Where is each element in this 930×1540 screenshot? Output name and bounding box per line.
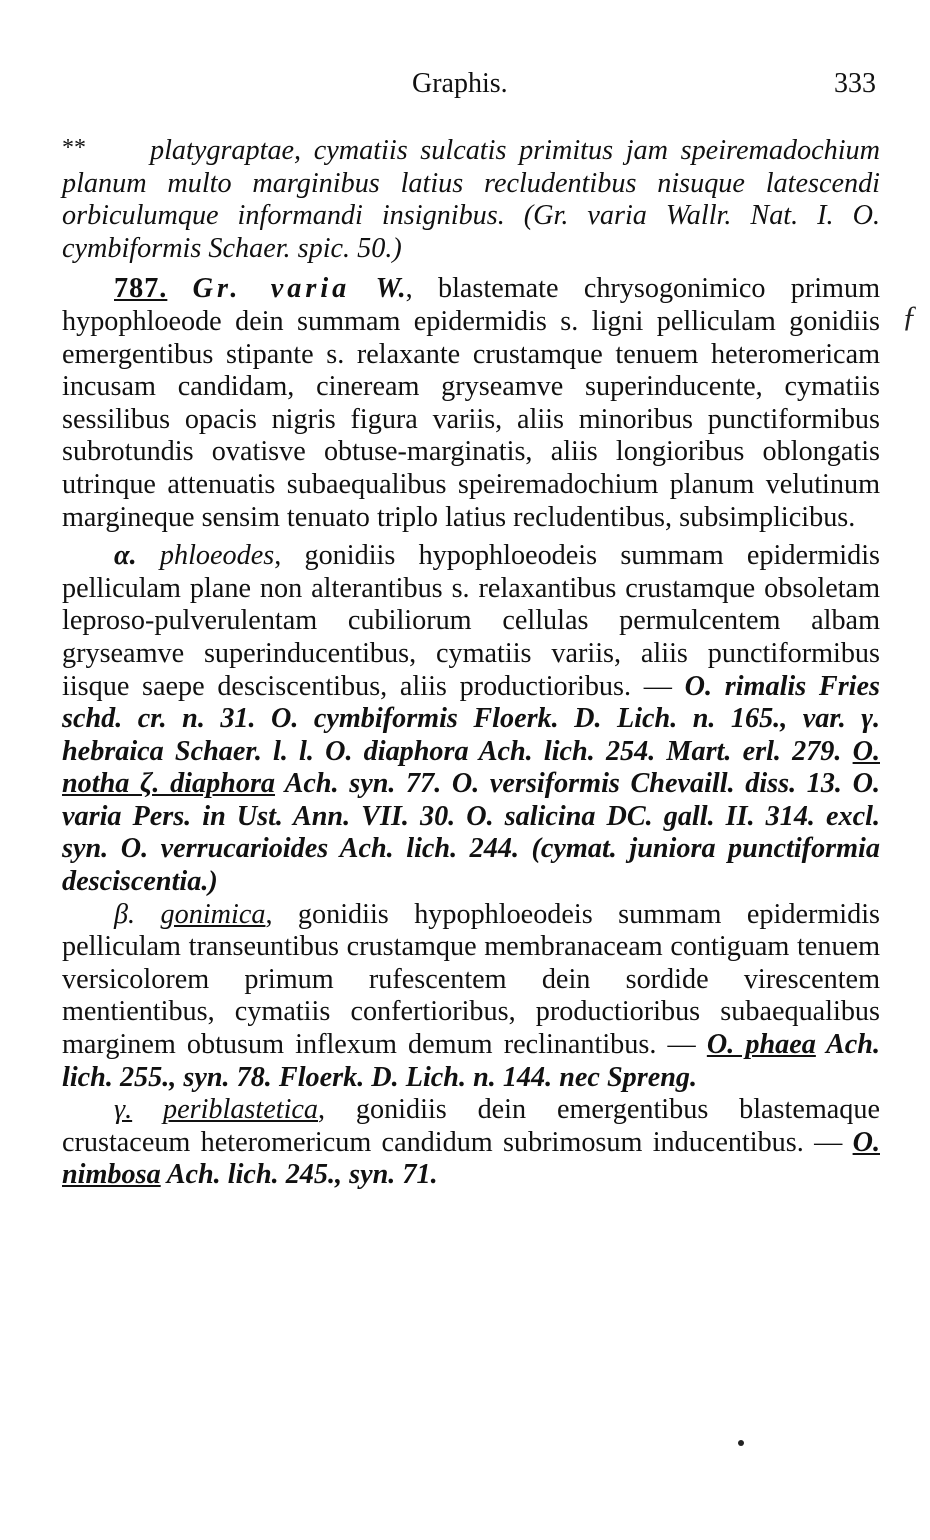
variety-alpha-underlined-ref: O. notha ζ. diaphora (62, 735, 880, 800)
species-name: Gr. varia (192, 273, 351, 305)
variety-gamma-refs: Ach. lich. 245., syn. 71. (160, 1159, 438, 1191)
page-number: 333 (834, 68, 876, 99)
intro-text: platygraptae, cymatiis sulcatis primitus jam speiremadochium planum multo marginibus latius recludentibus nisuque latescendi orbiculumque informandi insignibus. (Gr. varia Wallr. Nat. I. O. cymbiformis Schaer. spic. 50.) (62, 135, 880, 264)
variety-gamma-name: periblastetica (163, 1094, 319, 1126)
variety-beta-paragraph (62, 899, 880, 1095)
variety-alpha-refs: O. rimalis Fries schd. cr. n. 31. O. cymbiformis Floerk. D. Lich. n. 165., var. γ. hebraica Schaer. l. l. O. diaphora Ach. lich. 254. Mart. erl. 279. (62, 670, 880, 767)
variety-alpha-refs-continued: Ach. syn. 77. O. versiformis Chevaill. diss. 13. O. varia Pers. in Ust. Ann. VII. 30. O. salicina DC. gall. II. 314. excl. syn. O. verrucarioides Ach. lich. 244. (62, 768, 880, 865)
variety-beta-underlined-ref: O. phaea (706, 1029, 816, 1061)
variety-alpha-name: phloeodes (159, 540, 275, 572)
variety-beta-letter: β. (114, 898, 136, 930)
species-description: , blastemate chrysogonimico primum hypophloeode dein summam epidermidis s. ligni pelliculam gonidiis emergentibus stipante s. relaxante crustamque tenuem heteromericam incusam candidam, cineream gryseamve superinducente, cymatiis sessilibus opacis nigris figura variis, aliis minoribus punctiformibus subrotundis ovatisve obtuse-marginatis, aliis longioribus oblongatis utrinque attenuatis subaequalibus speiremadochium planum velutinum margineque sensim tenuato triplo latius recludentibus, subsimplicibus. (62, 273, 881, 533)
variety-gamma-text: , gonidiis dein emergentibus blastemaque crustaceum heteromericum candidum subrimosum inducentibus. — (62, 1094, 881, 1158)
variety-beta-text: , gonidiis hypophloeodeis summam epidermidis pelliculam transeuntibus crustamque membranaceam contiguam tenuem versicolorem primum rufescentem dein sordide virescentem mentientibus, cymatiis confertioribus, productioribus subaequalibus marginem obtusum inflexum demum reclinantibus. — (62, 898, 880, 1061)
variety-gamma-paragraph (62, 1094, 880, 1192)
variety-beta-refs: Ach. lich. 255., syn. 78. Floerk. D. Lich. n. 144. nec Spreng. (62, 1029, 880, 1093)
body-text (62, 132, 880, 1192)
variety-alpha-note: (cymat. juniora punctiformia desciscentia.) (62, 833, 880, 898)
margin-annotation: ƒ (902, 300, 917, 333)
variety-alpha-text: , gonidiis hypophloeodeis summam epidermidis pelliculam plane non alterantibus s. relaxantibus crustamque obsoletam leproso-pulverulentam cubiliorum cellulas permulcentem albam gryseamve superinducentibus, cymatiis variis, aliis punctiformibus iisque saepe desciscentibus, aliis productioribus. — (62, 540, 881, 702)
intro-paragraph (62, 132, 880, 265)
ink-speck (738, 1440, 744, 1446)
variety-gamma-underlined-ref: O. nimbosa (62, 1126, 880, 1191)
variety-alpha-paragraph (62, 540, 880, 899)
running-header (62, 68, 876, 108)
variety-beta-name: gonimica (160, 898, 266, 930)
double-asterisk-marker: ** (62, 135, 86, 161)
species-author: W. (375, 273, 406, 305)
variety-gamma-letter: γ. (114, 1094, 133, 1126)
species-number: 787. (114, 273, 168, 305)
species-paragraph (62, 273, 880, 534)
header-title: Graphis. (412, 68, 508, 99)
variety-alpha-letter: α. (114, 540, 137, 572)
